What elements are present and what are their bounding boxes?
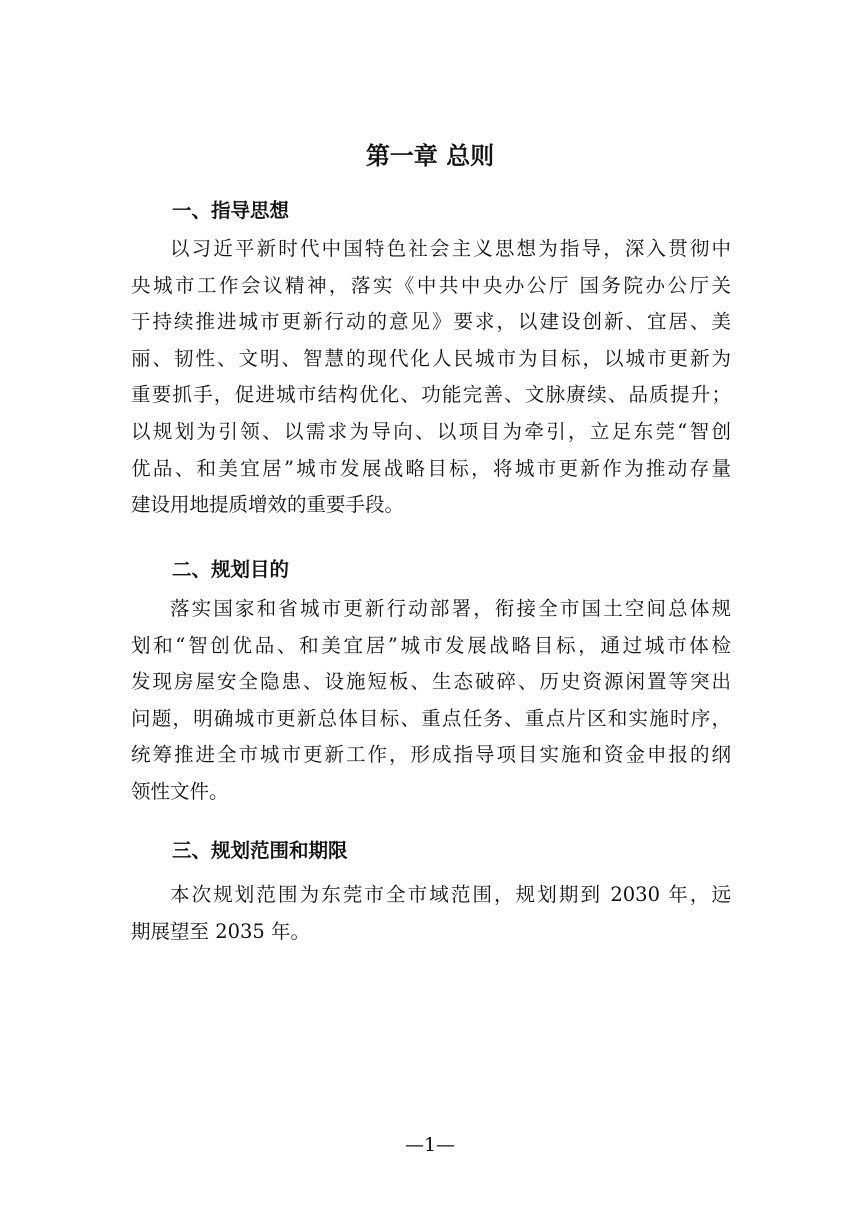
page-number: —1— — [404, 1134, 456, 1156]
paragraph-line: 落实国家和省城市更新行动部署，衔接全市国土空间总体规 — [170, 597, 731, 620]
paragraph-line: 本次规划范围为东莞市全市域范围，规划期到 2030 年，远 — [170, 883, 731, 906]
paragraph-line: 于持续推进城市更新行动的意见》要求，以建设创新、宜居、美 — [131, 310, 731, 334]
paragraph-line: 丽、韧性、文明、智慧的现代化人民城市为目标，以城市更新为 — [131, 346, 731, 370]
section-heading-planning-scope: 三、规划范围和期限 — [172, 839, 348, 862]
paragraph-line: 以习近平新时代中国特色社会主义思想为指导，深入贯彻中 — [170, 237, 731, 260]
paragraph-line: 领性文件。 — [131, 779, 229, 803]
paragraph-line: 划和“智创优品、和美宜居”城市发展战略目标，通过城市体检 — [131, 633, 731, 657]
section-paragraph-planning-purpose — [131, 591, 731, 811]
section-paragraph-guiding-ideology — [131, 231, 731, 524]
paragraph-line: 央城市工作会议精神，落实《中共中央办公厅 国务院办公厅关 — [131, 273, 731, 297]
chapter-title: 第一章 总则 — [365, 142, 495, 170]
paragraph-line: 建设用地提质增效的重要手段。 — [131, 493, 405, 517]
section-heading-planning-purpose: 二、规划目的 — [172, 558, 290, 581]
paragraph-line: 发现房屋安全隐患、设施短板、生态破碎、历史资源闲置等突出 — [131, 670, 731, 694]
paragraph-line: 优品、和美宜居”城市发展战略目标，将城市更新作为推动存量 — [131, 456, 731, 480]
section-paragraph-planning-scope — [131, 877, 731, 950]
paragraph-line: 期展望至 2035 年。 — [131, 919, 311, 943]
paragraph-line: 以规划为引领、以需求为导向、以项目为牵引，立足东莞“智创 — [131, 419, 731, 443]
section-heading-guiding-ideology: 一、指导思想 — [172, 199, 290, 222]
paragraph-line: 问题，明确城市更新总体目标、重点任务、重点片区和实施时序， — [131, 706, 731, 730]
paragraph-line: 统筹推进全市城市更新工作，形成指导项目实施和资金申报的纲 — [131, 743, 731, 767]
paragraph-line: 重要抓手，促进城市结构优化、功能完善、文脉赓续、品质提升； — [131, 383, 731, 407]
